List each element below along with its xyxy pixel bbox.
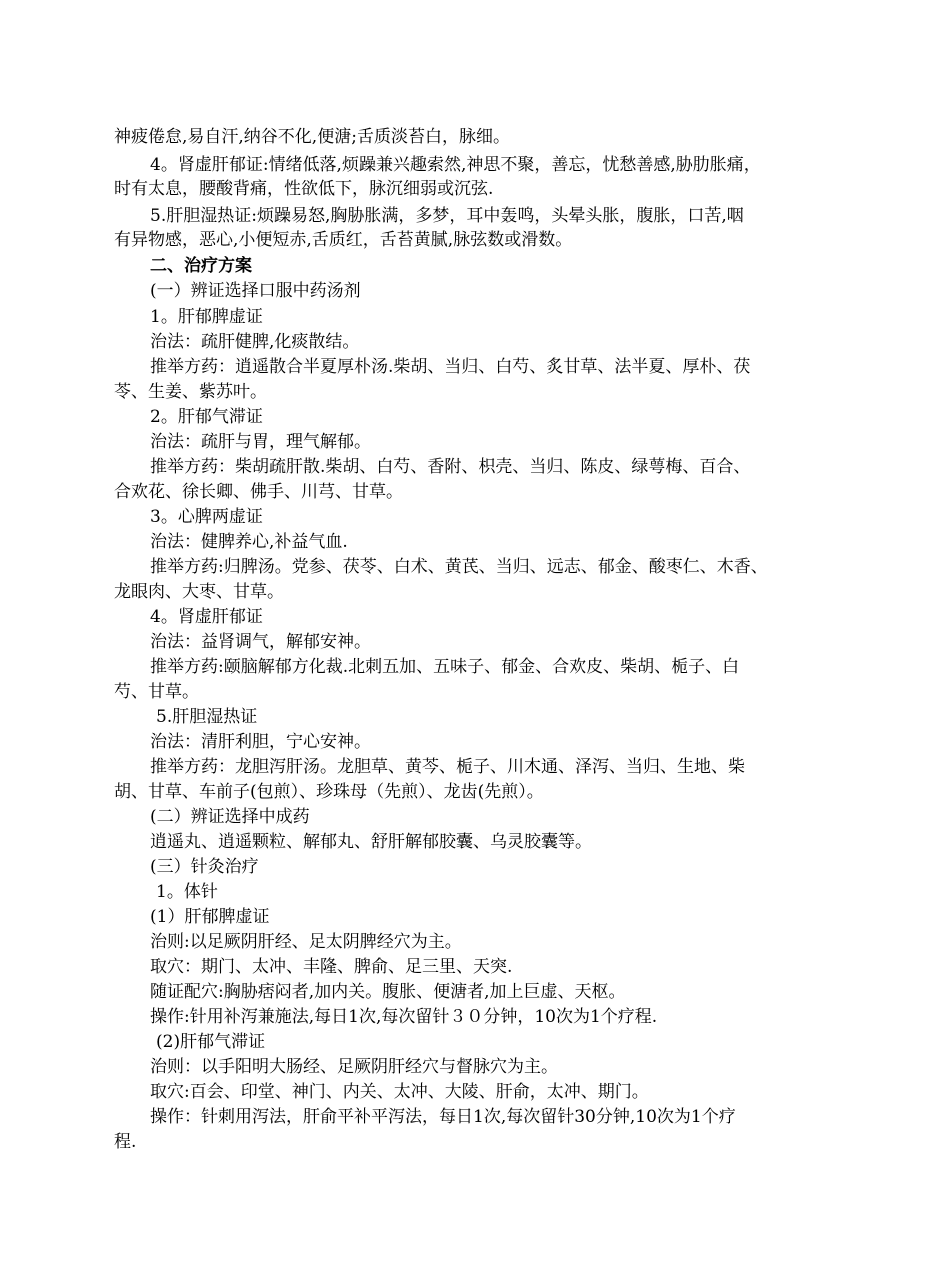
text-line: 推举方药:归脾汤。党参、茯苓、白术、黄芪、当归、远志、郁金、酸枣仁、木香、 [150, 557, 768, 577]
text-line: 治法：清肝利胆，宁心安神。 [150, 732, 371, 752]
text-line: 治法：疏肝与胃，理气解郁。 [150, 432, 371, 452]
text-line: 治法：益肾调气，解郁安神。 [150, 632, 371, 652]
text-line: 逍遥丸、逍遥颗粒、解郁丸、舒肝解郁胶囊、乌灵胶囊等。 [150, 832, 592, 852]
text-line: 合欢花、徐长卿、佛手、川芎、甘草。 [114, 482, 403, 502]
item-heading: 5.肝胆湿热证 [156, 707, 258, 727]
text-line: 治法：疏肝健脾,化痰散结。 [150, 332, 360, 352]
text-line: 治则:以足厥阴肝经、足太阴脾经穴为主。 [150, 932, 462, 952]
text-line: 随证配穴:胸胁痞闷者,加内关。腹胀、便溏者,加上巨虚、天枢。 [150, 982, 626, 1002]
item-heading: 1。肝郁脾虚证 [150, 307, 263, 327]
item-heading: 1。体针 [156, 882, 218, 902]
subsection-heading: (三）针灸治疗 [150, 857, 259, 877]
item-heading: 2。肝郁气滞证 [150, 407, 263, 427]
text-line: 苓、生姜、紫苏叶。 [114, 382, 267, 402]
text-line: 龙眼肉、大枣、甘草。 [114, 582, 284, 602]
text-line: 取穴:百会、印堂、神门、内关、太冲、大陵、肝俞，太冲、期门。 [150, 1082, 649, 1102]
subsection-heading: (一）辨证选择口服中药汤剂 [150, 281, 361, 301]
text-line: 推举方药:颐脑解郁方化裁.北刺五加、五味子、郁金、合欢皮、柴胡、栀子、白 [150, 657, 740, 677]
item-heading: 4。肾虚肝郁证 [150, 607, 263, 627]
text-line: 推举方药：逍遥散合半夏厚朴汤.柴胡、当归、白芍、炙甘草、法半夏、厚朴、茯 [150, 357, 751, 377]
text-line: 操作:针用补泻兼施法,每日1次,每次留针３０分钟，10次为1个疗程. [150, 1007, 658, 1027]
text-line: 5.肝胆湿热证:烦躁易怒,胸胁胀满，多梦，耳中轰鸣，头晕头胀，腹胀，口苦,咽 [150, 206, 744, 226]
text-line: 有异物感，恶心,小便短赤,舌质红，舌苔黄腻,脉弦数或滑数。 [114, 230, 573, 250]
text-line: 芍、甘草。 [114, 682, 199, 702]
text-line: 神疲倦怠,易自汗,纳谷不化,便溏;舌质淡苔白，脉细。 [114, 127, 510, 147]
section-heading: 二、治疗方案 [150, 256, 252, 276]
item-heading: 3。心脾两虚证 [150, 507, 263, 527]
item-heading: (1）肝郁脾虚证 [150, 907, 270, 927]
text-line: 操作：针刺用泻法，肝俞平补平泻法，每日1次,每次留针30分钟,10次为1个疗 [150, 1107, 736, 1127]
text-line: 程. [114, 1132, 137, 1152]
text-line: 治则：以手阳明大肠经、足厥阴肝经穴与督脉穴为主。 [150, 1057, 558, 1077]
text-line: 胡、甘草、车前子(包煎）、珍珠母（先煎）、龙齿(先煎）。 [114, 782, 544, 802]
text-line: 推举方药：柴胡疏肝散.柴胡、白芍、香附、枳壳、当归、陈皮、绿萼梅、百合、 [150, 457, 751, 477]
text-line: 时有太息，腰酸背痛，性欲低下，脉沉细弱或沉弦. [114, 179, 494, 199]
text-line: 取穴：期门、太冲、丰隆、脾俞、足三里、天突. [150, 957, 513, 977]
text-line: 推举方药：龙胆泻肝汤。龙胆草、黄芩、栀子、川木通、泽泻、当归、生地、柴 [150, 757, 745, 777]
item-heading: (2)肝郁气滞证 [156, 1032, 266, 1052]
subsection-heading: (二）辨证选择中成药 [150, 807, 310, 827]
text-line: 4。肾虚肝郁证:情绪低落,烦躁兼兴趣索然,神思不聚，善忘，忧愁善感,胁肋胀痛， [150, 155, 761, 175]
text-line: 治法：健脾养心,补益气血. [150, 532, 348, 552]
